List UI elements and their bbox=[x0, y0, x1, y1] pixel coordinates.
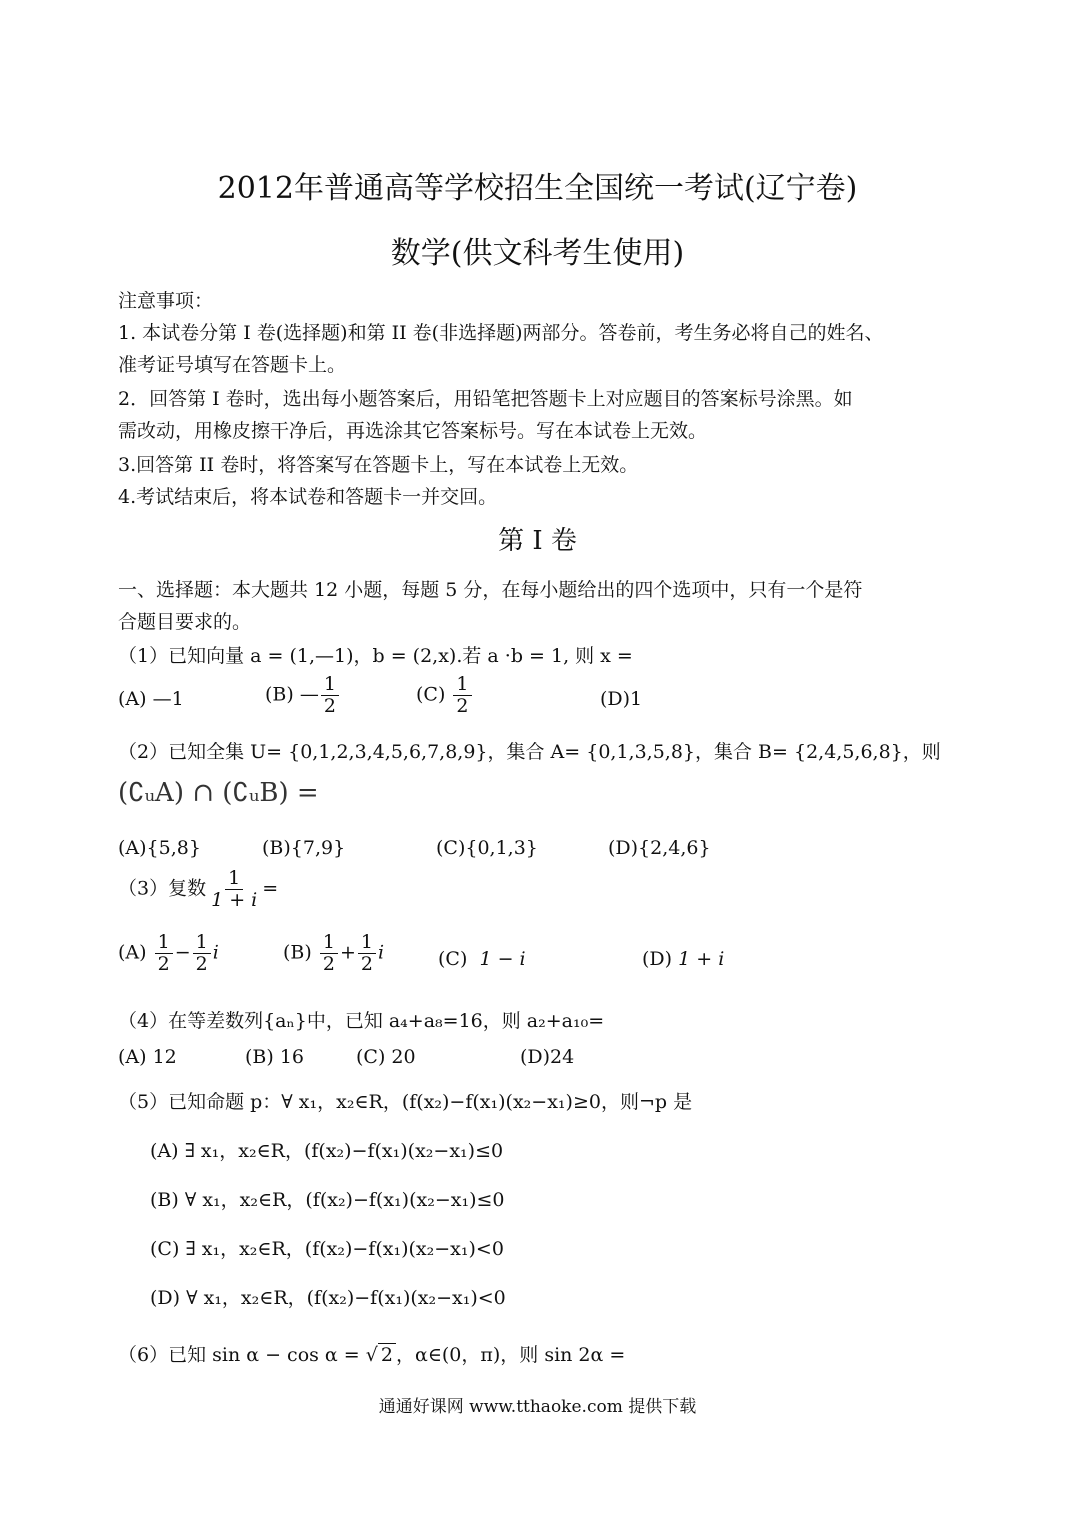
option-label: (A) bbox=[118, 941, 147, 964]
q1-b-prefix: (B) — bbox=[265, 683, 319, 706]
question-2-stem: （2）已知全集 U= {0,1,2,3,4,5,6,7,8,9}，集合 A= {0,1,3,5,8}，集合 B= {2,4,5,6,8}，则 bbox=[118, 741, 941, 763]
radicand: 2 bbox=[378, 1343, 396, 1366]
q4-option-c: (C) 20 bbox=[356, 1046, 416, 1068]
q6-prefix: （6）已知 sin α − cos α = bbox=[118, 1344, 360, 1366]
option-label: (C) bbox=[438, 948, 468, 970]
q2-option-c: (C){0,1,3} bbox=[436, 837, 538, 859]
numerator: 1 bbox=[453, 674, 471, 696]
notice-line: 准考证号填写在答题卡上。 bbox=[118, 354, 347, 376]
q1-option-c bbox=[416, 674, 474, 717]
q3-option-a bbox=[118, 932, 219, 975]
imaginary-unit: i bbox=[377, 941, 385, 964]
notice-line: 3.回答第 II 卷时，将答案写在答题卡上，写在本试卷上无效。 bbox=[118, 454, 639, 476]
denominator: 2 bbox=[323, 694, 336, 717]
equals-sign: = bbox=[262, 877, 279, 900]
q5-option-d: (D) ∀ x₁，x₂∈R，(f(x₂)−f(x₁)(x₂−x₁)<0 bbox=[150, 1287, 506, 1309]
q1-option-a: (A) —1 bbox=[118, 688, 184, 710]
denominator: 2 bbox=[360, 952, 373, 975]
option-value: 1 − i bbox=[479, 948, 526, 970]
numerator: 1 bbox=[225, 868, 243, 890]
section-intro: 合题目要求的。 bbox=[118, 611, 252, 633]
q3-prefix: （3）复数 bbox=[118, 877, 207, 900]
question-1-stem: （1）已知向量 a = (1,—1)，b = (2,x).若 a ·b = 1, 则 x = bbox=[118, 645, 633, 667]
notice-line: 1. 本试卷分第 I 卷(选择题)和第 II 卷(非选择题)两部分。答卷前，考生务必将自己的姓名、 bbox=[118, 322, 884, 344]
fraction bbox=[208, 868, 260, 911]
q4-option-a: (A) 12 bbox=[118, 1046, 177, 1068]
q1-option-d: (D)1 bbox=[600, 688, 643, 710]
q1-option-b bbox=[265, 674, 341, 717]
notice-line: 4.考试结束后，将本试卷和答题卡一并交回。 bbox=[118, 486, 498, 508]
fraction bbox=[193, 932, 211, 975]
option-label: (D) bbox=[642, 948, 673, 970]
denominator: 2 bbox=[322, 952, 335, 975]
q5-option-b: (B) ∀ x₁，x₂∈R，(f(x₂)−f(x₁)(x₂−x₁)≤0 bbox=[150, 1189, 505, 1211]
q4-option-b: (B) 16 bbox=[245, 1046, 305, 1068]
notice-line: 需改动，用橡皮擦干净后，再选涂其它答案标号。写在本试卷上无效。 bbox=[118, 420, 708, 442]
q6-suffix: ，α∈(0，π)，则 sin 2α = bbox=[395, 1344, 626, 1366]
numerator: 1 bbox=[155, 932, 173, 954]
operator: + bbox=[339, 941, 356, 964]
fraction bbox=[453, 674, 471, 717]
square-root: √ 2 bbox=[366, 1344, 396, 1366]
option-label: (B) bbox=[283, 941, 312, 964]
q3-option-d bbox=[642, 948, 724, 970]
denominator: 1 + i bbox=[211, 888, 258, 911]
numerator: 1 bbox=[321, 674, 339, 696]
q5-option-c: (C) ∃ x₁，x₂∈R，(f(x₂)−f(x₁)(x₂−x₁)<0 bbox=[150, 1238, 504, 1260]
denominator: 2 bbox=[157, 952, 170, 975]
numerator: 1 bbox=[320, 932, 338, 954]
operator: − bbox=[174, 941, 191, 964]
q2-expression: (∁ᵤA) ∩ (∁ᵤB) = bbox=[118, 778, 319, 808]
exam-subtitle: 数学(供文科考生使用) bbox=[390, 236, 685, 271]
numerator: 1 bbox=[358, 932, 376, 954]
fraction bbox=[358, 932, 376, 975]
q2-option-b: (B){7,9} bbox=[262, 837, 346, 859]
fraction bbox=[321, 674, 339, 717]
denominator: 2 bbox=[195, 952, 208, 975]
numerator: 1 bbox=[193, 932, 211, 954]
question-4-stem: （4）在等差数列{aₙ}中，已知 a₄+a₈=16，则 a₂+a₁₀= bbox=[118, 1010, 605, 1032]
notice-line: 2．回答第 I 卷时，选出每小题答案后，用铅笔把答题卡上对应题目的答案标号涂黑。如 bbox=[118, 388, 853, 410]
q3-option-b bbox=[283, 932, 384, 975]
question-3-stem bbox=[118, 868, 278, 911]
denominator: 2 bbox=[456, 694, 469, 717]
section-intro: 一、选择题：本大题共 12 小题，每题 5 分，在每小题给出的四个选项中，只有一个是符 bbox=[118, 579, 863, 601]
page-footer: 通通好课网 www.tthaoke.com 提供下载 bbox=[378, 1397, 697, 1417]
notice-heading: 注意事项： bbox=[118, 290, 214, 312]
option-value: 1 + i bbox=[678, 948, 725, 970]
q1-c-prefix: (C) bbox=[416, 683, 446, 706]
exam-title: 2012年普通高等学校招生全国统一考试(辽宁卷) bbox=[217, 171, 858, 206]
q2-option-d: (D){2,4,6} bbox=[608, 837, 711, 859]
q3-option-c bbox=[438, 948, 526, 970]
section-title: 第 I 卷 bbox=[498, 526, 577, 556]
question-5-stem: （5）已知命题 p：∀ x₁，x₂∈R，(f(x₂)−f(x₁)(x₂−x₁)≥0，则¬p 是 bbox=[118, 1091, 693, 1113]
fraction bbox=[155, 932, 173, 975]
fraction bbox=[320, 932, 338, 975]
q5-option-a: (A) ∃ x₁，x₂∈R，(f(x₂)−f(x₁)(x₂−x₁)≤0 bbox=[150, 1140, 504, 1162]
imaginary-unit: i bbox=[212, 941, 219, 964]
q2-option-a: (A){5,8} bbox=[118, 837, 201, 859]
q4-option-d: (D)24 bbox=[520, 1046, 575, 1068]
question-6-stem bbox=[118, 1340, 625, 1367]
